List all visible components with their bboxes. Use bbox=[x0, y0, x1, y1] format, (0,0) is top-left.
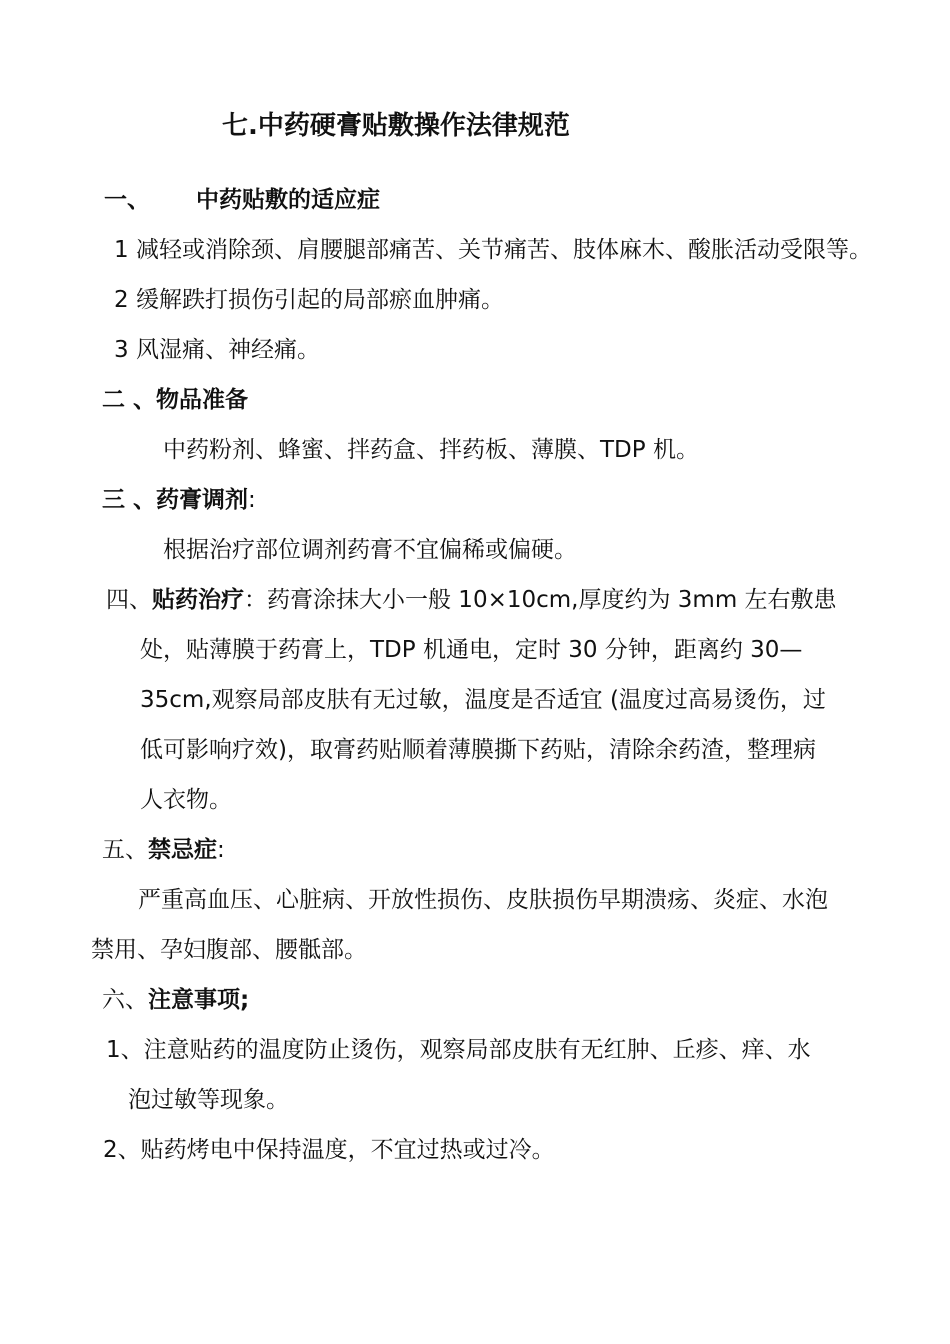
section-1-heading: 中药贴敷的适应症 bbox=[196, 187, 380, 213]
section-4-text-2: 处，贴薄膜于药膏上，TDP 机通电，定时 30 分钟，距离约 30— bbox=[140, 637, 803, 663]
section-5-text-1: 严重高血压、心脏病、开放性损伤、皮肤损伤早期溃疡、炎症、水泡 bbox=[138, 887, 828, 913]
section-1-item-2: 2 缓解跌打损伤引起的局部瘀血肿痛。 bbox=[114, 287, 504, 313]
section-1-item-1: 1 减轻或消除颈、肩腰腿部痛苦、关节痛苦、肢体麻木、酸胀活动受限等。 bbox=[114, 237, 872, 263]
section-3-heading: 三 、药膏调剂 bbox=[102, 487, 249, 513]
section-5-text-2: 禁用、孕妇腹部、腰骶部。 bbox=[91, 937, 367, 963]
section-2-heading: 二 、物品准备 bbox=[102, 387, 249, 413]
section-6-heading: 注意事项; bbox=[148, 987, 250, 1013]
section-1-number: 一、 bbox=[104, 187, 150, 213]
section-4-text-4: 低可影响疗效)，取膏药贴顺着薄膜撕下药贴，清除余药渣，整理病 bbox=[140, 737, 816, 763]
section-4-text-3: 35cm,观察局部皮肤有无过敏，温度是否适宜 (温度过高易烫伤，过 bbox=[140, 687, 826, 713]
section-4-number: 四、 bbox=[106, 587, 152, 613]
section-6-heading-line bbox=[102, 985, 249, 1015]
section-6-number: 六、 bbox=[102, 987, 148, 1013]
section-3-heading-line bbox=[102, 485, 256, 515]
section-6-item-2: 2、贴药烤电中保持温度，不宜过热或过冷。 bbox=[103, 1137, 555, 1163]
section-1-item-3: 3 风湿痛、神经痛。 bbox=[114, 337, 320, 363]
section-5-heading: 禁忌症 bbox=[148, 837, 217, 863]
section-6-item-1-cont: 泡过敏等现象。 bbox=[128, 1087, 289, 1113]
section-6-item-1: 1、注意贴药的温度防止烫伤，观察局部皮肤有无红肿、丘疹、痒、水 bbox=[106, 1037, 811, 1063]
section-4-heading: 贴药治疗 bbox=[152, 587, 244, 613]
section-2-text: 中药粉剂、蜂蜜、拌药盒、拌药板、薄膜、TDP 机。 bbox=[163, 437, 699, 463]
section-4-text-5: 人衣物。 bbox=[140, 787, 232, 813]
section-4-line-1 bbox=[106, 585, 837, 615]
section-5-heading-line bbox=[102, 835, 225, 865]
section-5-colon: : bbox=[217, 837, 225, 863]
page-title: 七.中药硬膏贴敷操作法律规范 bbox=[222, 111, 570, 141]
section-5-number: 五、 bbox=[102, 837, 148, 863]
section-3-text: 根据治疗部位调剂药膏不宜偏稀或偏硬。 bbox=[163, 537, 577, 563]
section-3-colon: : bbox=[248, 487, 256, 513]
section-4-text-1: ：药膏涂抹大小一般 10×10cm,厚度约为 3mm 左右敷患 bbox=[244, 587, 837, 613]
